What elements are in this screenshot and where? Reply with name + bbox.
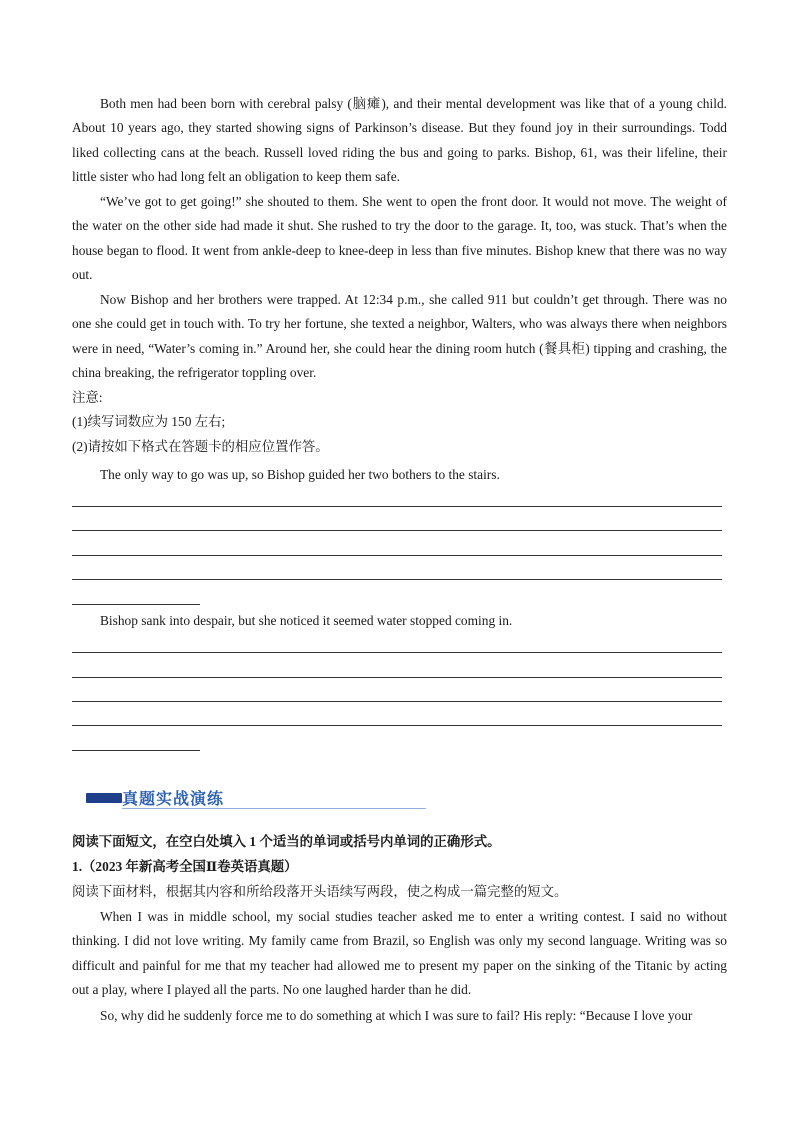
answer-line[interactable]	[72, 530, 722, 531]
answer-line[interactable]	[72, 677, 722, 678]
answer-line[interactable]	[72, 750, 200, 751]
notes-item-2: (2)请按如下格式在答题卡的相应位置作答。	[72, 439, 329, 454]
section-instruction: 阅读下面短文，在空白处填入 1 个适当的单词或括号内单词的正确形式。	[72, 834, 501, 849]
story-paragraph-2: “We’ve got to get going!” she shouted to them. She went to open the front door. It would not move. The weight of the water on the other side had made it shut. She rushed to try the door to the garage. It, too, was stuck. That’s when the house began to flood. It went from ankle-deep to knee-deep in less than five minutes. Bishop knew that there was no way out.	[72, 194, 727, 283]
answer-line[interactable]	[72, 579, 722, 580]
answer-line[interactable]	[72, 604, 200, 605]
passage-paragraph-1: When I was in middle school, my social studies teacher asked me to enter a writing contest. I said no without thinking. I did not love writing. My family came from Brazil, so English was only my second language. Writing was so difficult and painful for me that my teacher had allowed me to present my paper on the sinking of the Titanic by acting out a play, where I played all the parts. No one laughed harder than he did.	[72, 909, 727, 998]
answer-line[interactable]	[72, 701, 722, 702]
question-label: 1.（2023 年新高考全国Ⅱ卷英语真题）	[72, 859, 298, 874]
banner-title: 真题实战演练	[122, 789, 225, 808]
answer-line[interactable]	[72, 652, 722, 653]
answer-line[interactable]	[72, 506, 722, 507]
passage-paragraph-2: So, why did he suddenly force me to do something at which I was sure to fail? His reply: “Because I love your	[100, 1008, 693, 1023]
prompt-second: Bishop sank into despair, but she noticed it seemed water stopped coming in.	[100, 613, 513, 628]
section-banner	[86, 788, 426, 810]
answer-line[interactable]	[72, 725, 722, 726]
answer-line[interactable]	[72, 555, 722, 556]
task-text: 阅读下面材料，根据其内容和所给段落开头语续写两段，使之构成一篇完整的短文。	[72, 884, 568, 899]
story-paragraph-3: Now Bishop and her brothers were trapped. At 12:34 p.m., she called 911 but couldn’t get through. There was no one she could get in touch with. To try her fortune, she texted a neighbor, Walters, who was always there when neighbors were in need, “Water’s coming in.” Around her, she could hear the dining room hutch (餐具柜) tipping and crashing, the china breaking, the refrigerator toppling over.	[72, 292, 727, 381]
story-paragraph-1: Both men had been born with cerebral palsy (脑瘫), and their mental development was like that of a young child. About 10 years ago, they started showing signs of Parkinson’s disease. But they found joy in their surroundings. Todd liked collecting cans at the beach. Russell loved riding the bus and going to parks. Bishop, 61, was their lifeline, their little sister who had long felt an obligation to keep them safe.	[72, 96, 727, 185]
banner-bar-icon	[86, 793, 122, 803]
prompt-first: The only way to go was up, so Bishop guided her two bothers to the stairs.	[100, 467, 500, 482]
notes-heading: 注意:	[72, 390, 103, 405]
notes-item-1: (1)续写词数应为 150 左右;	[72, 414, 226, 429]
banner-rule	[122, 808, 426, 809]
